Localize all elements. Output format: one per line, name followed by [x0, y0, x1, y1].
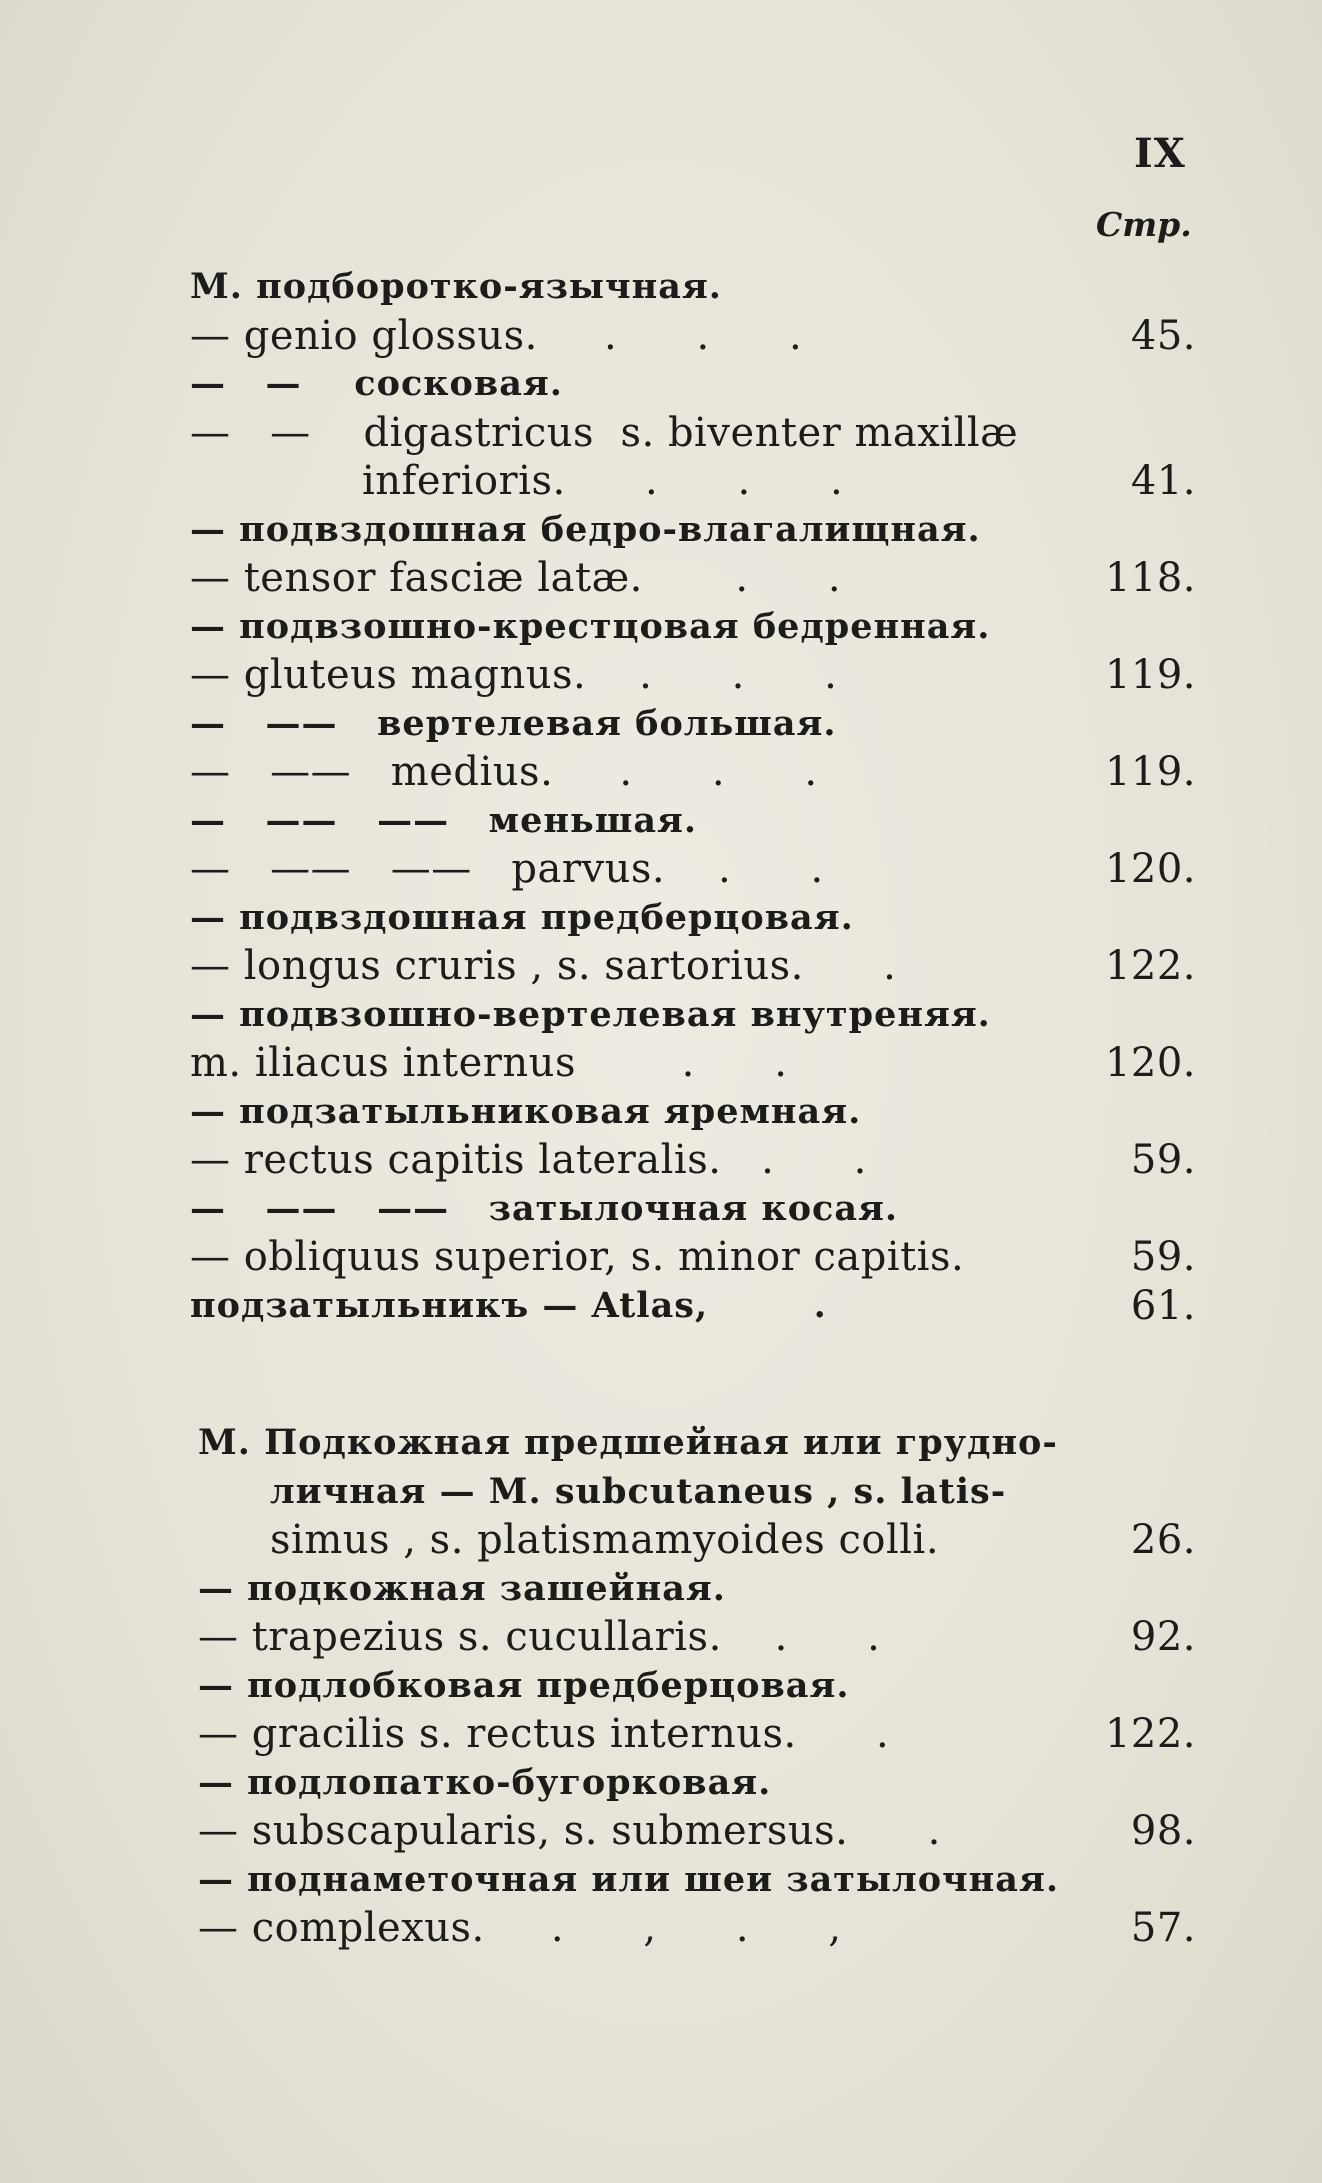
- entry-page-number: 61.: [1130, 1282, 1196, 1329]
- index-entry-line: [190, 553, 1196, 603]
- entry-text: simus , s. platismamyoides colli.: [270, 1517, 940, 1563]
- index-entry-line: [190, 844, 1196, 894]
- index-entry-line: [190, 1232, 1196, 1282]
- index-entry-line: [190, 796, 1196, 846]
- page-column-label: Стр.: [1096, 205, 1192, 244]
- index-entry-line: [198, 1806, 1196, 1856]
- entry-text: — obliquus superior, s. minor capitis.: [190, 1234, 965, 1280]
- entry-text: — —— —— меньшая.: [190, 799, 698, 841]
- index-entry-line: [190, 408, 1196, 458]
- entry-text: — подвзошно-крестцовая бедренная.: [190, 605, 991, 647]
- index-entry-line: [190, 505, 1196, 555]
- index-entry-line: [190, 1281, 1196, 1331]
- entry-text: — subscapularis, s. submersus. .: [198, 1808, 941, 1854]
- entry-text: — —— —— затылочная косая.: [190, 1187, 899, 1229]
- index-entry-line: [190, 650, 1196, 700]
- index-entry-line: [198, 1855, 1196, 1905]
- entry-page-number: 119.: [1104, 652, 1196, 698]
- index-entry-line: [190, 1135, 1196, 1185]
- entry-page-number: 59.: [1130, 1234, 1196, 1280]
- index-entry-line: [198, 1612, 1196, 1662]
- index-entry-line: [362, 456, 1196, 506]
- entry-text: — подкожная зашейная.: [198, 1567, 726, 1609]
- entry-text: m. iliacus internus . .: [190, 1040, 788, 1086]
- entry-page-number: 59.: [1130, 1137, 1196, 1183]
- entry-page-number: 120.: [1104, 846, 1196, 892]
- index-entry-line: [198, 1709, 1196, 1759]
- entry-text: — — digastricus s. biventer maxillæ: [190, 409, 1019, 456]
- page-folio: IX: [1134, 130, 1186, 177]
- entry-text: М. Подкожная предшейная или грудно-: [198, 1422, 1058, 1463]
- index-entry-line: [198, 1758, 1196, 1808]
- index-entry-line: [190, 1184, 1196, 1234]
- index-entry-line: [198, 1418, 1196, 1468]
- entry-page-number: 122.: [1104, 1711, 1196, 1757]
- entry-text: — tensor fasciæ latæ. . .: [190, 555, 842, 601]
- entry-text: — genio glossus. . . .: [190, 312, 803, 359]
- entry-text: inferioris. . . .: [362, 458, 844, 504]
- entry-page-number: 119.: [1104, 749, 1196, 795]
- entry-text: — —— вертелевая большая.: [190, 702, 837, 744]
- entry-page-number: 92.: [1130, 1614, 1196, 1660]
- entry-text: — подвздошная бедро-влагалищная.: [190, 508, 981, 550]
- index-entry-line: [270, 1467, 1196, 1517]
- entry-text: — complexus. . , . ,: [198, 1905, 842, 1951]
- entry-text: — gracilis s. rectus internus. .: [198, 1711, 890, 1757]
- index-entry-line: [270, 1515, 1196, 1565]
- entry-page-number: 57.: [1130, 1905, 1196, 1951]
- entry-text: — подзатыльниковая яремная.: [190, 1090, 862, 1132]
- entry-text: — —— medius. . . .: [190, 749, 818, 795]
- entry-page-number: 122.: [1104, 943, 1196, 989]
- index-entry-line: [190, 990, 1196, 1040]
- index-entry-line: [190, 359, 1196, 409]
- index-entry-line: [190, 1038, 1196, 1088]
- index-entry-line: [190, 747, 1196, 797]
- index-entry-line: [198, 1903, 1196, 1953]
- entry-text: — trapezius s. cucullaris. . .: [198, 1614, 881, 1660]
- index-entry-line: [190, 941, 1196, 991]
- entry-text: личная — M. subcutaneus , s. latis-: [270, 1470, 1007, 1512]
- entry-text: — — сосковая.: [190, 363, 563, 404]
- index-entry-line: [190, 699, 1196, 749]
- entry-text: — подвзошно-вертелевая внутреняя.: [190, 993, 991, 1035]
- entry-text: — rectus capitis lateralis. . .: [190, 1137, 867, 1183]
- entry-text: — longus cruris , s. sartorius. .: [190, 943, 897, 989]
- index-entry-line: [190, 893, 1196, 943]
- entry-text: подзатыльникъ — Atlas, .: [190, 1284, 827, 1326]
- index-entry-line: [190, 1087, 1196, 1137]
- entry-page-number: 41.: [1130, 458, 1196, 504]
- index-entry-line: [198, 1661, 1196, 1711]
- index-entry-line: [198, 1564, 1196, 1614]
- entry-page-number: 118.: [1104, 555, 1196, 601]
- entry-text: — —— —— parvus. . .: [190, 846, 824, 892]
- entry-page-number: 45.: [1130, 312, 1196, 359]
- entry-text: — подлобковая предберцовая.: [198, 1664, 850, 1706]
- index-entry-line: [190, 602, 1196, 652]
- index-entry-line: [190, 262, 1196, 312]
- entry-page-number: 98.: [1130, 1808, 1196, 1854]
- entry-page-number: 26.: [1130, 1517, 1196, 1563]
- entry-text: — подвздошная предберцовая.: [190, 896, 854, 938]
- entry-page-number: 120.: [1104, 1040, 1196, 1086]
- entry-text: — поднаметочная или шеи затылочная.: [198, 1858, 1060, 1900]
- index-entry-line: [190, 311, 1196, 361]
- entry-text: М. подборотко-язычная.: [190, 266, 722, 307]
- entry-text: — подлопатко-бугорковая.: [198, 1761, 772, 1803]
- entry-text: — gluteus magnus. . . .: [190, 652, 838, 698]
